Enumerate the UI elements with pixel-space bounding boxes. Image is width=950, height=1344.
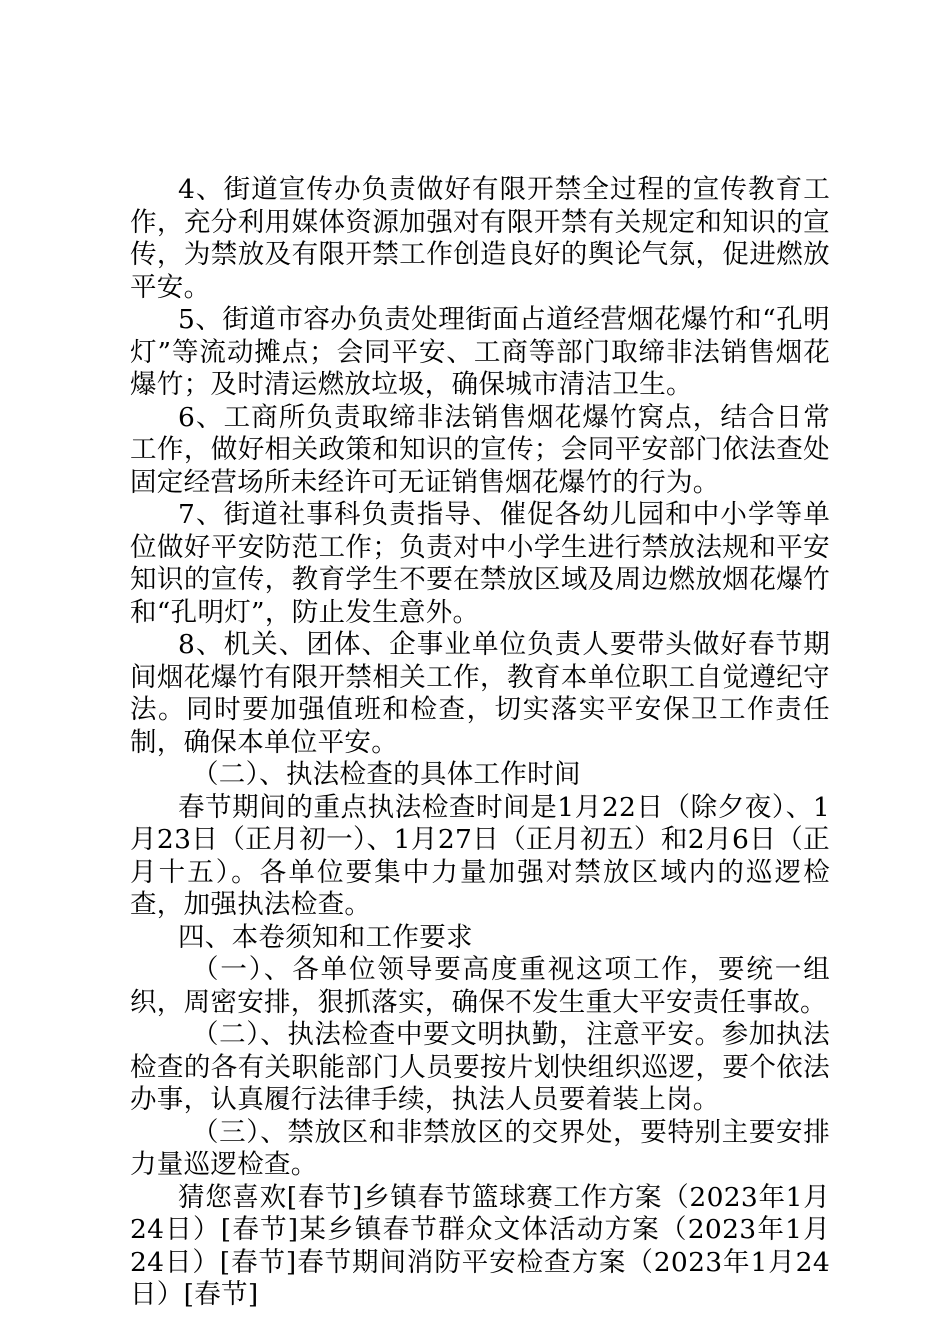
paragraph-item-8: 8、机关、团体、企事业单位负责人要带头做好春节期间烟花爆竹有限开禁相关工作，教育本单位职工自觉遵纪守法。同时要加强值班和检查，切实落实平安保卫工作责任制，确保本单位平安。 [130,629,830,758]
requirement-3: （三）、禁放区和非禁放区的交界处，要特别主要安排力量巡逻检查。 [130,1116,830,1180]
requirement-1: （一）、各单位领导要高度重视这项工作，要统一组织，周密安排，狠抓落实，确保不发生重大平安责任事故。 [130,954,830,1018]
paragraph-item-4: 4、街道宣传办负责做好有限开禁全过程的宣传教育工作，充分利用媒体资源加强对有限开禁有关规定和知识的宣传，为禁放及有限开禁工作创造良好的舆论气氛，促进燃放平安。 [130,174,830,303]
document-body [130,174,830,1312]
paragraph-item-7: 7、街道社事科负责指导、催促各幼儿园和中小学等单位做好平安防范工作；负责对中小学生进行禁放法规和平安知识的宣传，教育学生不要在禁放区域及周边燃放烟花爆竹和“孔明灯”，防止发生意外。 [130,499,830,628]
paragraph-schedule: 春节期间的重点执法检查时间是1月22日（除夕夜）、1月23日（正月初一）、1月27日（正月初五）和2月6日（正月十五）。各单位要集中力量加强对禁放区域内的巡逻检查，加强执法检查。 [130,791,830,920]
requirement-2: （二）、执法检查中要文明执勤，注意平安。参加执法检查的各有关职能部门人员要按片划快组织巡逻，要个依法办事，认真履行法律手续，执法人员要着装上岗。 [130,1019,830,1115]
paragraph-item-6: 6、工商所负责取缔非法销售烟花爆竹窝点，结合日常工作，做好相关政策和知识的宣传；会同平安部门依法查处固定经营场所未经许可无证销售烟花爆竹的行为。 [130,401,830,498]
section-heading-schedule: （二）、执法检查的具体工作时间 [192,759,581,790]
paragraph-item-5: 5、街道市容办负责处理街面占道经营烟花爆竹和“孔明灯”等流动摊点；会同平安、工商等部门取缔非法销售烟花爆竹；及时清运燃放垃圾，确保城市清洁卫生。 [130,304,830,400]
related-articles: 猜您喜欢[春节]乡镇春节篮球赛工作方案（2023年1月24日）[春节]某乡镇春节群众文体活动方案（2023年1月24日）[春节]春节期间消防平安检查方案（2023年1月24日）[春节] [130,1181,830,1310]
section-heading-requirements: 四、本卷须知和工作要求 [178,921,473,953]
